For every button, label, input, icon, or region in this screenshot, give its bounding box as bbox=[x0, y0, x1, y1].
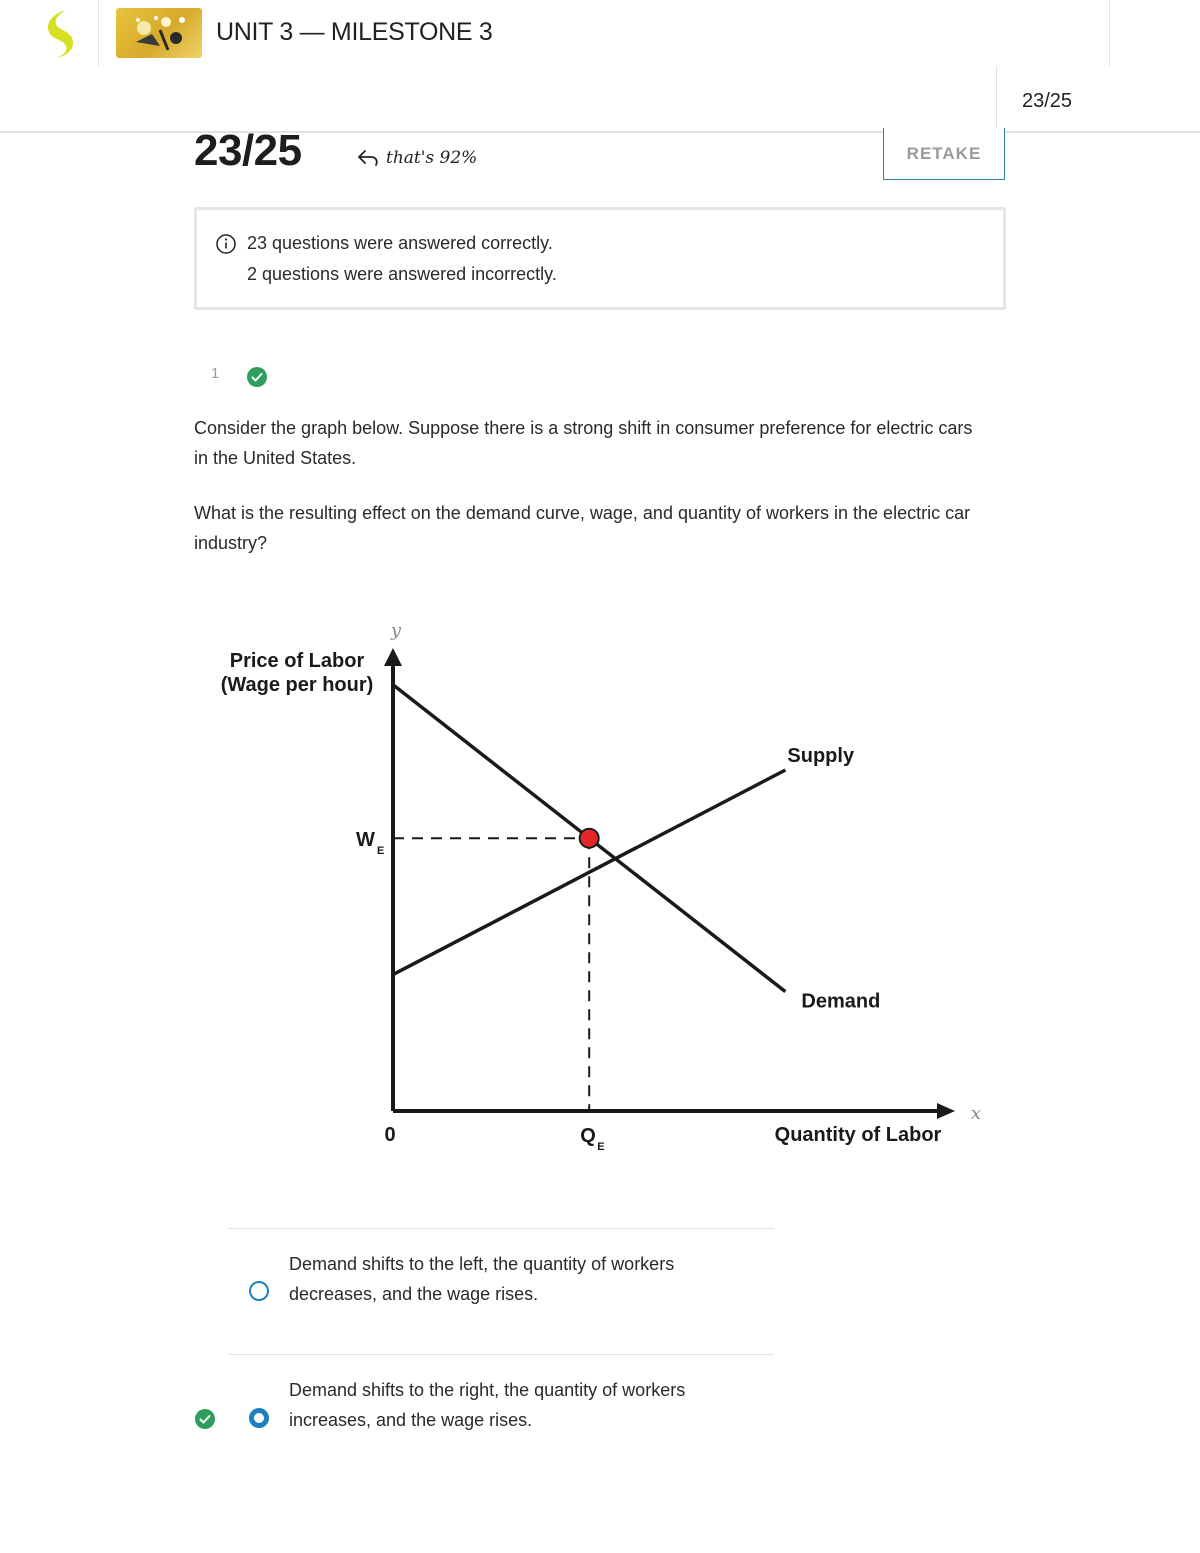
correct-count-text: 23 questions were answered correctly. bbox=[247, 233, 553, 253]
demand-label: Demand bbox=[801, 990, 881, 1013]
incorrect-count-text: 2 questions were answered incorrectly. bbox=[247, 264, 557, 284]
x-axis-letter: x bbox=[970, 1103, 982, 1124]
question-prompt: What is the resulting effect on the demand curve, wage, and quantity of workers in the electric car industry? bbox=[194, 503, 971, 553]
y-axis-letter: y bbox=[390, 620, 402, 641]
results-info-box bbox=[194, 207, 1006, 310]
option-radio-selected[interactable] bbox=[249, 1408, 269, 1428]
info-icon bbox=[215, 233, 237, 260]
correct-check-icon bbox=[246, 366, 268, 393]
subbar-separator bbox=[0, 131, 1200, 133]
score-value: 23/25 bbox=[194, 126, 302, 175]
correct-check-icon bbox=[194, 1408, 216, 1435]
option-separator bbox=[228, 1354, 774, 1355]
score-summary: 23/25 bbox=[1022, 90, 1073, 112]
option-separator bbox=[228, 1228, 774, 1229]
question-text: Consider the graph below. Suppose there is a strong shift in consumer preference for electric cars in the United States. bbox=[194, 418, 973, 468]
retake-button[interactable]: RETAKE bbox=[883, 128, 1005, 180]
option-text[interactable]: Demand shifts to the left, the quantity of workers decreases, and the wage rises. bbox=[289, 1254, 675, 1304]
unit-thumbnail bbox=[116, 8, 202, 58]
header-divider bbox=[98, 0, 99, 66]
question-number: 1 bbox=[211, 365, 220, 382]
sophia-logo-icon[interactable] bbox=[38, 6, 82, 62]
page-title: UNIT 3 — MILESTONE 3 bbox=[216, 18, 493, 46]
percent-note bbox=[356, 148, 477, 168]
x-axis-arrow bbox=[937, 1103, 955, 1119]
origin-label: 0 bbox=[384, 1124, 396, 1146]
equilibrium-point bbox=[580, 829, 599, 848]
option-text[interactable]: Demand shifts to the right, the quantity of workers increases, and the wage rises. bbox=[289, 1380, 686, 1430]
equilibrium-wage-label: W bbox=[356, 829, 375, 852]
equilibrium-quantity-label: Q bbox=[580, 1125, 596, 1147]
subbar-divider bbox=[996, 66, 997, 132]
x-axis-label: Quantity of Labor bbox=[774, 1124, 942, 1146]
header-divider bbox=[1109, 0, 1110, 66]
percent-text: that's 92% bbox=[386, 148, 478, 168]
equilibrium-quantity-subscript: E bbox=[597, 1141, 605, 1153]
y-axis-label: (Wage per hour) bbox=[220, 674, 374, 696]
labor-market-graph bbox=[190, 610, 1010, 1170]
option-radio[interactable] bbox=[249, 1281, 269, 1301]
equilibrium-wage-subscript: E bbox=[377, 845, 385, 858]
y-axis-label: Price of Labor bbox=[229, 650, 365, 672]
curved-arrow-icon bbox=[356, 148, 380, 168]
y-axis-arrow bbox=[384, 648, 402, 666]
top-bar bbox=[0, 0, 1200, 66]
supply-label: Supply bbox=[787, 745, 855, 767]
